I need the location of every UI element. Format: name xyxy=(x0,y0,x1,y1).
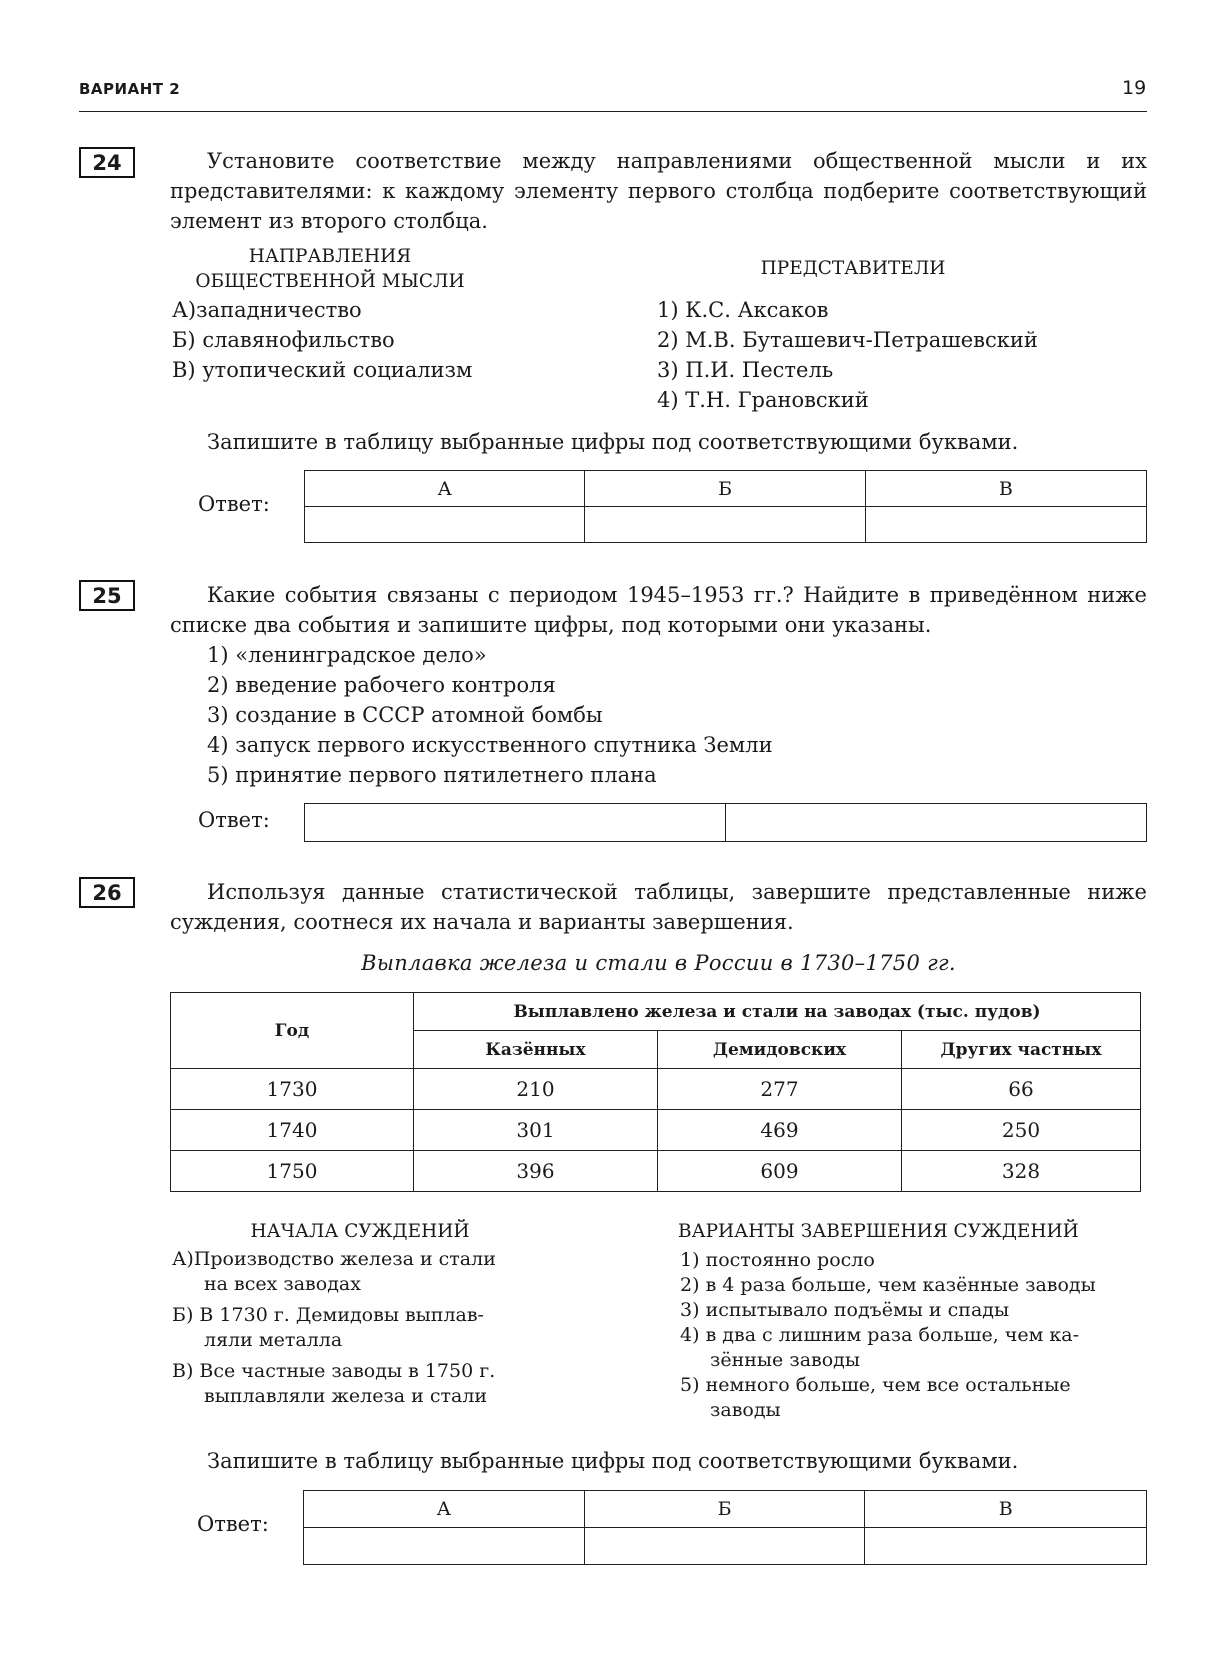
list-item xyxy=(172,1359,552,1384)
list-item-cont: зённые заводы xyxy=(710,1349,860,1371)
list-item xyxy=(207,670,773,700)
item-key: В) xyxy=(172,358,196,382)
item-text: создание в СССР атомной бомбы xyxy=(235,703,603,727)
item-key: 5) xyxy=(207,763,229,787)
item-key: А) xyxy=(172,1248,194,1270)
item-text: «ленинградское дело» xyxy=(235,643,487,667)
item-text: Т.Н. Грановский xyxy=(685,388,869,412)
q24-right-header: ПРЕДСТАВИТЕЛИ xyxy=(760,258,946,279)
q26-answer-input-c[interactable] xyxy=(865,1528,1147,1565)
q26-left-header: НАЧАЛА СУЖДЕНИЙ xyxy=(250,1221,470,1242)
item-text: Все частные заводы в 1750 г. xyxy=(199,1360,496,1382)
list-item xyxy=(207,640,773,670)
item-key: 4) xyxy=(207,733,229,757)
q24-answer-input-a[interactable] xyxy=(305,507,585,543)
item-key: 3) xyxy=(680,1299,700,1321)
list-item xyxy=(172,325,472,355)
item-text: запуск первого искусственного спутника Земли xyxy=(235,733,773,757)
q24-answer-col-a: А xyxy=(305,471,585,507)
question-24-number: 24 xyxy=(79,147,135,178)
q25-answer-input-2[interactable] xyxy=(726,804,1147,842)
item-key: Б) xyxy=(172,328,196,352)
q24-answer-label: Ответ: xyxy=(198,492,270,516)
item-text: в два с лишним раза больше, чем ка- xyxy=(705,1324,1080,1346)
item-key: 1) xyxy=(680,1249,700,1271)
item-key: 3) xyxy=(657,358,679,382)
statistics-table xyxy=(170,992,1141,1192)
list-item xyxy=(657,325,1038,355)
item-key: 5) xyxy=(680,1374,700,1396)
item-key: Б) xyxy=(172,1304,194,1326)
q24-answer-col-c: В xyxy=(865,471,1146,507)
year-header: Год xyxy=(171,993,414,1069)
col-header-other-private: Других частных xyxy=(902,1031,1141,1069)
cell-value: 469 xyxy=(658,1110,902,1151)
item-text: немного больше, чем все остальные xyxy=(705,1374,1071,1396)
table-caption: Выплавка железа и стали в России в 1730–1750 гг. xyxy=(361,951,956,975)
q24-right-list xyxy=(657,295,1038,415)
q26-answer-label: Ответ: xyxy=(197,1512,269,1536)
item-text: утопический социализм xyxy=(202,358,473,382)
q26-left-list xyxy=(172,1247,552,1409)
list-item-cont: ляли металла xyxy=(204,1329,343,1351)
list-item xyxy=(657,355,1038,385)
item-key: 2) xyxy=(680,1274,700,1296)
item-text: принятие первого пятилетнего плана xyxy=(235,763,657,787)
item-text: К.С. Аксаков xyxy=(685,298,829,322)
q26-instruction: Запишите в таблицу выбранные цифры под соответствующими буквами. xyxy=(207,1449,1019,1473)
list-item xyxy=(207,700,773,730)
row-year: 1740 xyxy=(171,1110,414,1151)
list-item-cont: выплавляли железа и стали xyxy=(204,1385,488,1407)
q24-answer-col-b: Б xyxy=(585,471,865,507)
item-key: В) xyxy=(172,1360,194,1382)
item-text: П.И. Пестель xyxy=(685,358,834,382)
q26-answer-col-b: Б xyxy=(584,1491,865,1528)
list-item xyxy=(680,1298,1150,1323)
question-25-text: Какие события связаны с периодом 1945–1953 гг.? Найдите в приведённом ниже списке два события и запишите цифры, под которыми они указаны. xyxy=(170,583,1147,637)
item-text: славянофильство xyxy=(202,328,395,352)
list-item xyxy=(172,1303,552,1328)
page-number: 19 xyxy=(1122,77,1147,99)
q24-left-header-line2: ОБЩЕСТВЕННОЙ МЫСЛИ xyxy=(195,271,465,292)
q25-answer-input-1[interactable] xyxy=(305,804,726,842)
item-key: 1) xyxy=(207,643,229,667)
list-item xyxy=(680,1273,1150,1298)
q24-left-header xyxy=(170,244,490,294)
col-header-state: Казённых xyxy=(414,1031,658,1069)
item-text: западничество xyxy=(196,298,362,322)
list-item xyxy=(680,1373,1150,1398)
item-text: испытывало подъёмы и спады xyxy=(705,1299,1010,1321)
q26-answer-input-b[interactable] xyxy=(584,1528,865,1565)
variant-label: ВАРИАНТ 2 xyxy=(79,80,181,98)
q24-answer-input-b[interactable] xyxy=(585,507,865,543)
item-key: 4) xyxy=(657,388,679,412)
list-item xyxy=(680,1323,1150,1348)
list-item-cont: заводы xyxy=(710,1399,781,1421)
list-item xyxy=(680,1248,1150,1273)
q26-answer-input-a[interactable] xyxy=(304,1528,585,1565)
q25-list xyxy=(207,640,773,790)
cell-value: 609 xyxy=(658,1151,902,1192)
cell-value: 301 xyxy=(414,1110,658,1151)
q24-answer-input-c[interactable] xyxy=(865,507,1146,543)
item-key: 1) xyxy=(657,298,679,322)
q25-answer-label: Ответ: xyxy=(198,808,270,832)
q24-left-header-line1: НАПРАВЛЕНИЯ xyxy=(248,246,412,267)
row-year: 1730 xyxy=(171,1069,414,1110)
question-26-text: Используя данные статистической таблицы, завершите представленные ниже суждения, соотнеся их начала и варианты завершения. xyxy=(170,880,1147,934)
item-text: постоянно росло xyxy=(705,1249,875,1271)
cell-value: 328 xyxy=(902,1151,1141,1192)
question-24-text: Установите соответствие между направлениями общественной мысли и их представителями: к каждому элементу первого столбца подберите соответствующий элемент из второго столбца. xyxy=(170,149,1147,233)
cell-value: 277 xyxy=(658,1069,902,1110)
q24-left-list xyxy=(172,295,472,385)
item-key: 2) xyxy=(207,673,229,697)
header-divider xyxy=(79,111,1147,112)
cell-value: 66 xyxy=(902,1069,1141,1110)
list-item xyxy=(172,295,472,325)
list-item xyxy=(172,355,472,385)
table-row xyxy=(171,1151,1141,1192)
item-text: В 1730 г. Демидовы выплав- xyxy=(199,1304,484,1326)
list-item xyxy=(657,385,1038,415)
list-item xyxy=(657,295,1038,325)
item-key: 3) xyxy=(207,703,229,727)
q24-instruction: Запишите в таблицу выбранные цифры под соответствующими буквами. xyxy=(207,430,1019,454)
q26-right-list xyxy=(680,1248,1150,1423)
item-key: А) xyxy=(172,298,197,322)
q26-answer-col-a: А xyxy=(304,1491,585,1528)
item-text: введение рабочего контроля xyxy=(235,673,556,697)
table-row xyxy=(171,1069,1141,1110)
item-key: 4) xyxy=(680,1324,700,1346)
cell-value: 396 xyxy=(414,1151,658,1192)
cell-value: 250 xyxy=(902,1110,1141,1151)
q26-answer-col-c: В xyxy=(865,1491,1147,1528)
list-item-cont: на всех заводах xyxy=(204,1273,361,1295)
item-key: 2) xyxy=(657,328,679,352)
q26-right-header: ВАРИАНТЫ ЗАВЕРШЕНИЯ СУЖДЕНИЙ xyxy=(678,1221,1079,1242)
group-header: Выплавлено железа и стали на заводах (тыс. пудов) xyxy=(414,993,1141,1031)
list-item xyxy=(207,760,773,790)
item-text: Производство железа и стали xyxy=(193,1248,496,1270)
cell-value: 210 xyxy=(414,1069,658,1110)
q25-answer-table xyxy=(304,803,1147,842)
item-text: в 4 раза больше, чем казённые заводы xyxy=(705,1274,1096,1296)
question-25-number: 25 xyxy=(79,580,135,611)
q24-answer-table xyxy=(304,470,1147,543)
item-text: М.В. Буташевич-Петрашевский xyxy=(685,328,1038,352)
q26-answer-table xyxy=(303,1490,1147,1565)
row-year: 1750 xyxy=(171,1151,414,1192)
list-item xyxy=(172,1247,552,1272)
list-item xyxy=(207,730,773,760)
question-26-number: 26 xyxy=(79,877,135,908)
col-header-demidov: Демидовских xyxy=(658,1031,902,1069)
table-row xyxy=(171,1110,1141,1151)
